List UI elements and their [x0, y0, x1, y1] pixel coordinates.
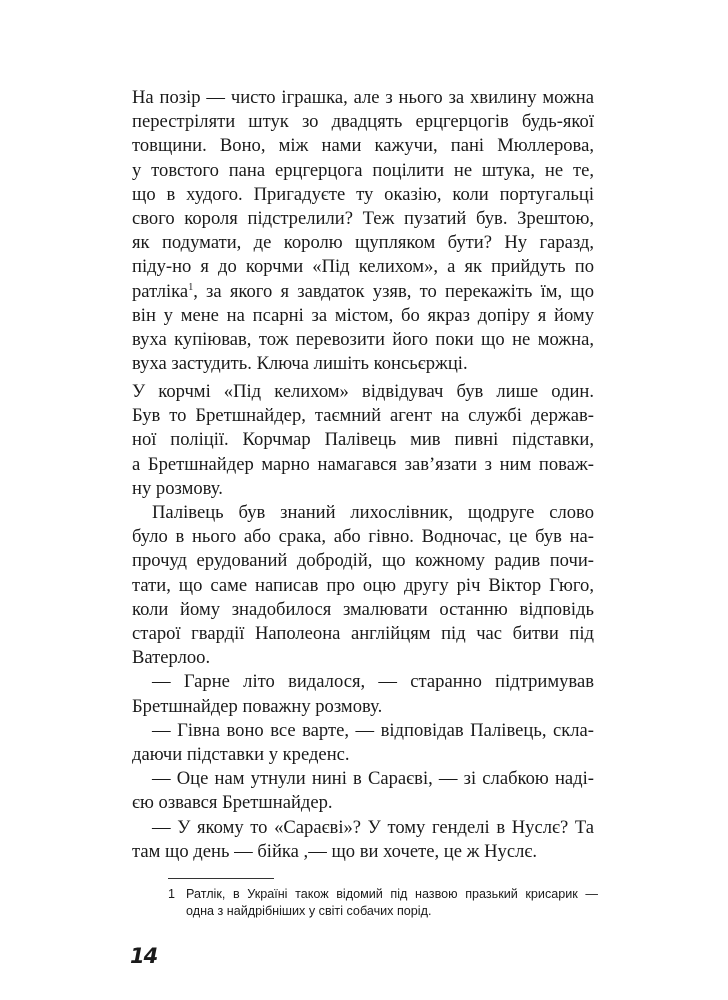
text-line-with-footnote — [132, 280, 594, 304]
text-line: було в нього або срака, або гівно. Водночас, це був на- — [132, 526, 594, 548]
text-line: що в худого. Пригадуєте ту оказію, коли португальці — [132, 183, 594, 205]
text-line: він у мене на псарні за містом, бо якраз допіру я йому — [132, 304, 594, 326]
text-line: як подумати, де королю щупляком бути? Ну гаразд, — [132, 232, 594, 254]
paragraph — [132, 86, 594, 376]
text-line: На позір — чисто іграшка, але з нього за хвилину можна — [132, 87, 594, 108]
text-line: товщини. Воно, між нами кажучи, пані Мюллерова, — [132, 135, 594, 157]
footnote-number: 1 — [168, 887, 176, 901]
paragraph — [132, 719, 594, 767]
text-line: У корчмі «Під келихом» відвідувач був лише один. — [132, 381, 594, 402]
text-line: єю озвався Бретшнайдер. — [132, 792, 333, 814]
text-line: вуха застудить. Ключа лишіть консьєржці. — [132, 353, 468, 375]
footnote-reference[interactable]: 1 — [188, 281, 194, 293]
text-line: Ватерлоо. — [132, 647, 211, 669]
text-fragment: ратліка — [132, 280, 189, 302]
footnote-line: одна з найдрібніших у світі собачих порід. — [186, 904, 432, 918]
paragraph — [132, 816, 594, 864]
text-line: — У якому то «Сараєві»? У тому генделі в Нуслє? Та — [152, 816, 594, 838]
text-line: Був то Бретшнайдер, таємний агент на службі держав- — [132, 405, 594, 427]
text-line: — Гівна воно все варте, — відповідав Палівець, скла- — [152, 719, 594, 741]
text-line: а Бретшнайдер марно намагався зав’язати з ним поваж- — [132, 453, 594, 475]
footnote-text — [186, 886, 598, 920]
text-line: ної поліції. Корчмар Палівець мив пивні підставки, — [132, 429, 594, 451]
text-line: тати, що саме написав про оцю другу річ Віктор Гюго, — [132, 574, 594, 596]
text-line: даючи підставки у креденс. — [132, 744, 350, 766]
text-block-bottom — [132, 380, 594, 864]
paragraph — [132, 670, 594, 718]
text-block-top — [132, 86, 594, 376]
text-line: старої гвардії Наполеона англійцям під час битви під — [132, 623, 594, 645]
text-line: Бретшнайдер поважну розмову. — [132, 695, 383, 717]
paragraph — [132, 380, 594, 501]
text-line: Палівець був знаний лихослівник, щодруге слово — [152, 502, 594, 524]
text-line: у товстого пана ерцгерцога поцілити не штука, не те, — [132, 159, 594, 181]
text-line: ну розмову. — [132, 477, 223, 499]
text-line: свого короля підстрелили? Теж пузатий був. Зрештою, — [132, 208, 594, 230]
text-line: — Гарне літо видалося, — старанно підтримував — [152, 671, 594, 693]
text-line: — Оце нам утнули нині в Сараєві, — зі слабкою наді- — [152, 768, 594, 790]
text-line: прочуд ерудований добродій, що кожному радив почи- — [132, 550, 594, 572]
footnote — [168, 886, 598, 920]
text-line: там що день — бійка ,— що ви хочете, це ж Нуслє. — [132, 840, 537, 862]
text-line: перестріляти штук зо двадцять ерцгерцогів будь-якої — [132, 111, 594, 133]
text-line: вуха купіював, тож перевозити його поки що не можна, — [132, 329, 594, 351]
text-fragment: , за якого я завдаток узяв, то перекажіть їм, що — [193, 280, 594, 302]
footnote-line: Ратлік, в Україні також відомий під назвою празький крисарик — — [186, 887, 598, 901]
paragraph — [132, 767, 594, 815]
footnote-divider — [168, 878, 274, 879]
paragraph — [132, 501, 594, 670]
text-line: коли йому знадобилося змалювати останню відповідь — [132, 598, 594, 620]
page-number: 14 — [130, 944, 158, 968]
text-line: піду-но я до корчми «Під келихом», а як прийдуть по — [132, 256, 594, 278]
